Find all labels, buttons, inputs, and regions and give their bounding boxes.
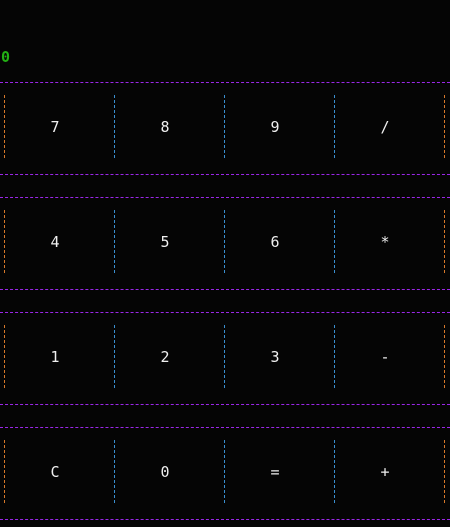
- keypad-row-1: [0, 95, 450, 158]
- keypad-row-2: [0, 210, 450, 273]
- calculator-display: 0: [1, 48, 11, 66]
- keypad-row-3: [0, 325, 450, 388]
- key-add[interactable]: +: [380, 462, 390, 481]
- key-4[interactable]: 4: [50, 232, 60, 251]
- row-right-border: [444, 210, 445, 273]
- row-divider-bottom: [0, 519, 450, 520]
- row-right-border: [444, 325, 445, 388]
- row-divider-bottom: [0, 404, 450, 405]
- row-right-border: [444, 440, 445, 503]
- key-0[interactable]: 0: [160, 462, 170, 481]
- key-clear[interactable]: C: [50, 462, 60, 481]
- row-right-border: [444, 95, 445, 158]
- keypad-row-4: [0, 440, 450, 503]
- key-1[interactable]: 1: [50, 347, 60, 366]
- key-9[interactable]: 9: [270, 117, 280, 136]
- row-divider-bottom: [0, 289, 450, 290]
- key-multiply[interactable]: *: [380, 232, 390, 251]
- row-divider-bottom: [0, 174, 450, 175]
- row-divider-top: [0, 82, 450, 83]
- row-divider-top: [0, 197, 450, 198]
- row-divider-top: [0, 427, 450, 428]
- key-equals[interactable]: =: [270, 462, 280, 481]
- key-subtract[interactable]: -: [380, 347, 390, 366]
- key-divide[interactable]: /: [380, 117, 390, 136]
- row-divider-top: [0, 312, 450, 313]
- key-7[interactable]: 7: [50, 117, 60, 136]
- key-2[interactable]: 2: [160, 347, 170, 366]
- key-8[interactable]: 8: [160, 117, 170, 136]
- key-6[interactable]: 6: [270, 232, 280, 251]
- key-3[interactable]: 3: [270, 347, 280, 366]
- key-5[interactable]: 5: [160, 232, 170, 251]
